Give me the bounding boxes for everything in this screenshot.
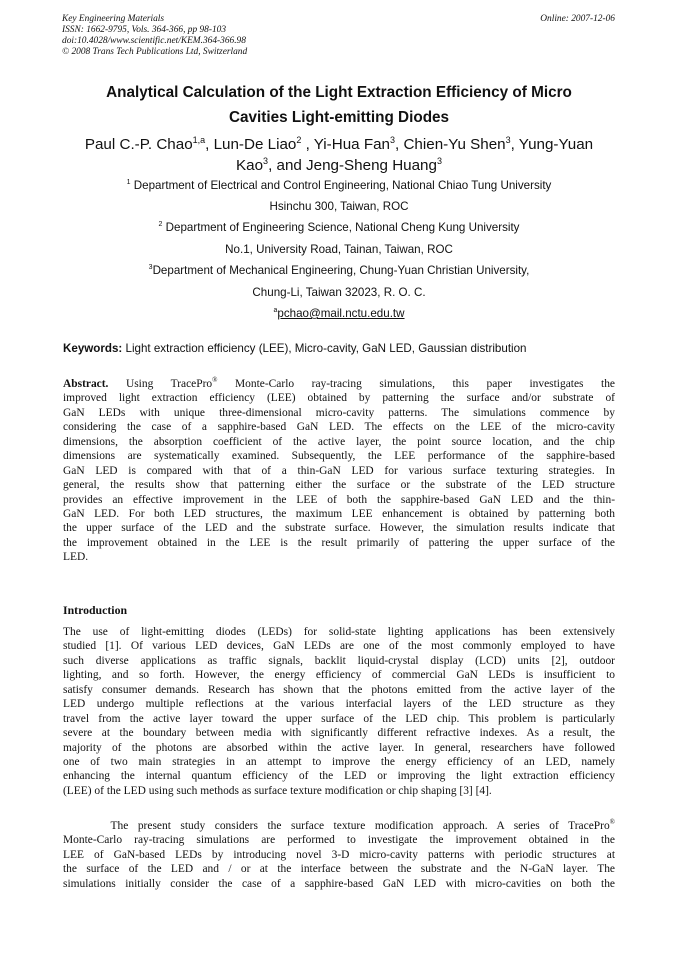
abstract [63,377,615,565]
abstract-line: considering the case of a sapphire-based GaN LED. The effects on the LEE of the micro-cavity [63,421,615,434]
abstract-line: improved light extraction efficiency (LEE) obtained by patterning the surface and/or substrate of [63,392,615,405]
affiliation-marker: 3 [148,264,153,271]
author-affiliation-marker: 2 [296,135,302,145]
abstract-text: Monte-Carlo ray-tracing simulations, this paper investigates the [217,378,615,390]
author-name: , and Jeng-Sheng Huang [268,157,437,174]
affiliation-text: Department of Electrical and Control Engineering, National Chiao Tung University [130,179,552,192]
affiliation-3-line-2: Chung-Li, Taiwan 32023, R. O. C. [252,286,426,299]
introduction-paragraph-1 [63,625,615,798]
affiliation-text: Department of Engineering Science, National Cheng Kung University [162,221,520,234]
keywords-text: Light extraction efficiency (LEE), Micro-cavity, GaN LED, Gaussian distribution [122,342,527,355]
introduction-paragraph-2 [63,819,615,891]
affiliation-text: Department of Mechanical Engineering, Chung-Yuan Christian University, [152,264,530,277]
paragraph-line: majority of the photons are absorbed within the active layer. In general, researchers have followed [63,741,615,754]
abstract-line: the improvement obtained in the LEE is the result primarily of pattering the upper surface of the [63,536,615,549]
affiliation-marker: 1 [126,179,131,186]
author-list [60,134,618,176]
trademark-symbol: ® [609,818,615,826]
author-affiliation-marker: 3 [390,135,396,145]
abstract-line: general, the results show that patterning either the surface or the substrate of the LED structure [63,479,615,492]
author-affiliation-marker: 1,a [192,135,206,145]
author-name: Kao [236,157,264,174]
affiliation-3-line-1 [60,264,618,278]
author-line-1 [60,134,618,155]
publication-header [62,14,247,58]
paragraph-line: simulations initially consider the case of a sapphire-based GaN LED with micro-cavities on both the [63,877,615,890]
doi-line: doi:10.4028/www.scientific.net/KEM.364-366.98 [62,36,246,46]
abstract-line: the upper surface of the LED and the substrate surface. However, the simulation results indicate that [63,522,615,535]
issn-line: ISSN: 1662-9795, Vols. 364-366, pp 98-103 [62,25,227,35]
paragraph-line: Monte-Carlo ray-tracing simulations are performed to investigate the improvement obtained in the [63,834,615,847]
keywords-label: Keywords: [63,342,123,355]
abstract-text: Using TracePro [108,378,213,390]
abstract-line: GaN LEDs with unique three-dimensional micro-cavity patterns. The simulations commence by [63,406,615,419]
paragraph-line: lighting, and so forth. However, the energy efficiency of commercial GaN LEDs is insufficient to [63,669,615,682]
title-line-1: Analytical Calculation of the Light Extraction Efficiency of Micro [106,84,572,101]
paragraph-text: The present study considers the surface texture modification approach. A series of TracePro [63,820,610,832]
paragraph-line: The use of light-emitting diodes (LEDs) for solid-state lighting applications has been extensively [63,626,615,638]
journal-name: Key Engineering Materials [62,14,165,24]
paragraph-line: LEE of GaN-based LEDs by introducing novel 3-D micro-cavity patterns with periodic structures at [63,848,615,861]
abstract-line: dimensions are systematically examined. Subsequently, the LEE performance of the sapphire-based [63,450,615,463]
author-affiliation-marker: 3 [263,156,269,166]
email-link[interactable]: pchao@mail.nctu.edu.tw [277,307,405,320]
abstract-line: LED. [63,551,89,564]
online-date: Online: 2007-12-06 [540,14,615,24]
email-marker: a [273,307,278,314]
author-name: , Yi-Hua Fan [301,136,390,153]
paragraph-line [63,819,615,833]
paper-title [60,80,618,130]
paragraph-line: LED undergo multiple reflections at the various interfacial layers of the LED structure as they [63,698,615,711]
paragraph-line: (LEE) of the LED using such methods as surface texture modification or chip shaping [3] [4]. [63,784,492,797]
author-name: Paul C.-P. Chao [84,136,193,153]
paragraph-line: studied [1]. Of various LED devices, GaN LEDs are one of the most commonly employed to have [63,640,615,653]
abstract-line: provides an effective improvement in the LEE of both the sapphire-based GaN LED and the thin- [63,493,615,506]
section-heading-introduction: Introduction [63,603,128,617]
abstract-line: GaN LED is compared with that of a thin-GaN LED for various surface texturing strategies. In [63,464,615,477]
author-name: , Yung-Yuan [510,136,594,153]
paragraph-line: one of two main strategies in an attempt to improve the energy efficiency of an LED, namely [63,755,615,768]
affiliation-marker: 2 [158,221,163,228]
author-line-2 [60,155,618,176]
affiliation-2-line-1 [60,221,618,235]
affiliation-2-line-2: No.1, University Road, Tainan, Taiwan, ROC [225,243,453,256]
abstract-line [63,377,615,391]
paragraph-line: satisfy consumer demands. Research has shown that the photons emitted from the active layer of the [63,683,615,696]
corresponding-email-line [60,307,618,321]
paragraph-line: travel from the active layer toward the upper surface of the LED chip. This problem is particularly [63,712,615,725]
paragraph-line: enhancing the internal quantum efficiency of the LED or improving the light extraction efficiency [63,770,615,783]
keywords [63,342,527,355]
paragraph-line: severe at the boundary between media with significantly different refractive indexes. As a result, the [63,727,615,740]
paragraph-line: the surface of the LED and / or at the interface between the substrate and the N-GaN layer. The [63,863,615,876]
author-name: , Lun-De Liao [205,136,297,153]
author-affiliation-marker: 3 [505,135,511,145]
abstract-line: dimensions, the absorption coefficient of the active layer, the point source location, and the chip [63,435,615,448]
abstract-line: GaN LED. For both LED structures, the maximum LEE enhancement is obtained by patterning both [63,507,615,520]
author-affiliation-marker: 3 [436,156,442,166]
copyright-line: © 2008 Trans Tech Publications Ltd, Switzerland [62,47,248,57]
trademark-symbol: ® [212,376,218,384]
abstract-label: Abstract. [63,378,109,390]
author-name: , Chien-Yu Shen [395,136,506,153]
title-line-2: Cavities Light-emitting Diodes [228,109,450,126]
affiliation-1-line-2: Hsinchu 300, Taiwan, ROC [269,200,409,213]
affiliation-1-line-1 [60,179,618,193]
paragraph-line: such diverse applications as traffic signals, backlit liquid-crystal display (LCD) units [2], outdoor [63,654,615,667]
